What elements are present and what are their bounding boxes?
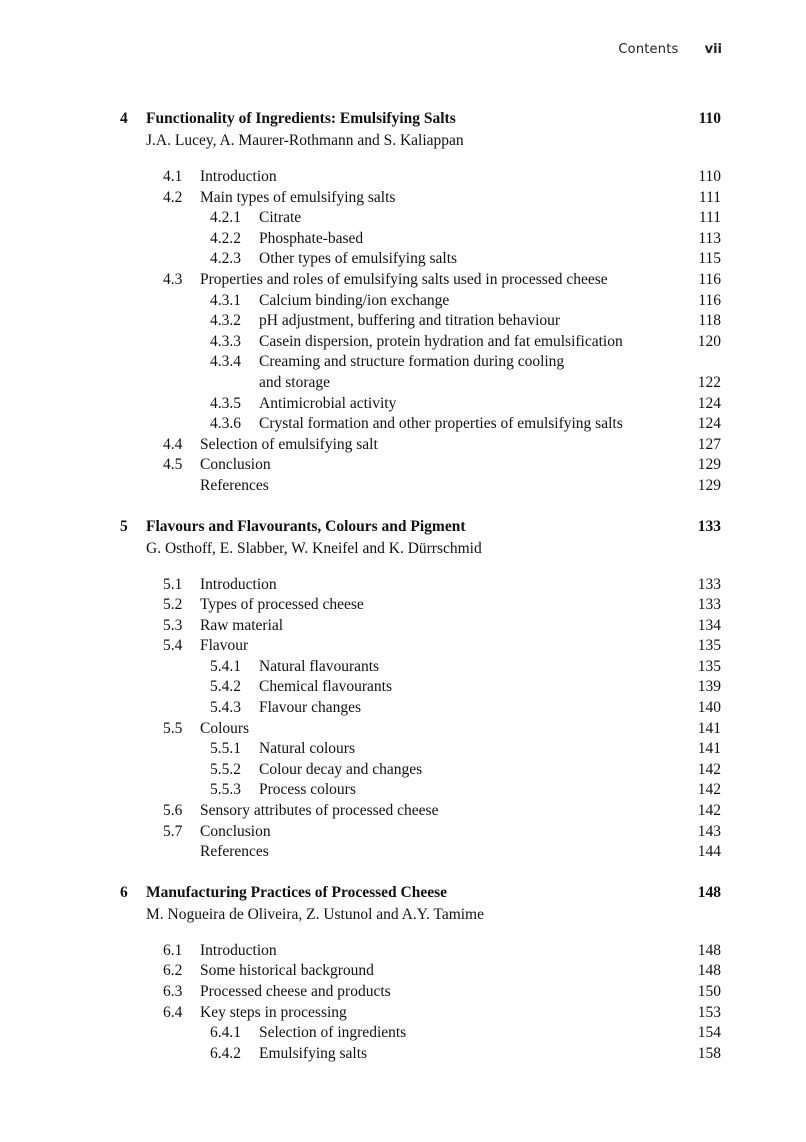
section-page-number: 143 — [697, 822, 721, 840]
chapter-heading[interactable] — [0, 882, 806, 904]
section-title: Some historical background — [200, 962, 374, 980]
section-page-number: 153 — [697, 1003, 721, 1021]
section-number: 4.2.1 — [210, 209, 241, 227]
section-page-number: 142 — [697, 781, 721, 799]
section-entry[interactable] — [0, 575, 806, 596]
section-title: Main types of emulsifying salts — [200, 188, 396, 206]
section-title: Processed cheese and products — [200, 983, 391, 1000]
subsection-entry[interactable] — [0, 311, 806, 332]
section-title: Natural flavourants — [259, 657, 380, 675]
section-title: Conclusion — [200, 822, 271, 840]
section-title: Selection of emulsifying salt — [200, 435, 378, 453]
section-number: 5.4.2 — [210, 678, 241, 696]
section-title: Calcium binding/ion exchange — [259, 291, 450, 309]
section-list — [0, 167, 806, 497]
section-number: 5.5 — [163, 719, 183, 737]
section-page-number: 133 — [697, 596, 721, 614]
subsection-entry[interactable] — [0, 657, 806, 678]
section-page-number: 111 — [698, 209, 721, 227]
section-page-number: 113 — [698, 229, 721, 247]
section-entry[interactable] — [0, 616, 806, 637]
chapter-block — [0, 108, 806, 497]
section-title: References — [200, 476, 269, 494]
section-page-number: 115 — [698, 250, 721, 268]
chapter-heading[interactable] — [0, 108, 806, 130]
subsection-entry[interactable] — [0, 698, 806, 719]
section-entry[interactable] — [0, 822, 806, 843]
section-number: 4.2.2 — [210, 229, 241, 247]
section-title: Introduction — [200, 575, 277, 593]
section-number: 4.2 — [163, 188, 183, 206]
section-page-number: 124 — [697, 415, 721, 433]
section-number: 5.4.1 — [210, 657, 241, 675]
section-entry[interactable] — [0, 435, 806, 456]
subsection-entry[interactable] — [0, 780, 806, 801]
section-number: 6.4.2 — [210, 1044, 241, 1062]
section-title: Flavour — [200, 637, 249, 655]
section-number: 6.4.1 — [210, 1024, 241, 1042]
section-title: Selection of ingredients — [259, 1024, 407, 1042]
chapter-number: 5 — [120, 517, 128, 535]
chapter-authors: J.A. Lucey, A. Maurer-Rothmann and S. Kaliappan — [146, 132, 464, 149]
subsection-entry[interactable] — [0, 229, 806, 250]
section-number: 5.5.2 — [210, 760, 241, 778]
section-page-number: 124 — [697, 394, 721, 412]
section-page-number: 150 — [697, 983, 721, 1000]
subsection-entry[interactable] — [0, 352, 806, 373]
chapter-title: Manufacturing Practices of Processed Cheese — [146, 883, 448, 901]
section-number: 5.2 — [163, 596, 183, 614]
section-number: 4.3.3 — [210, 332, 241, 350]
section-title: Crystal formation and other properties of emulsifying salts — [259, 415, 623, 433]
section-title: References — [200, 843, 269, 861]
subsection-entry[interactable] — [0, 291, 806, 312]
section-title: Flavour changes — [259, 699, 362, 717]
subsection-entry-continuation[interactable] — [0, 373, 806, 394]
section-entry[interactable] — [0, 188, 806, 209]
section-page-number: 148 — [697, 941, 721, 959]
section-number: 5.4 — [163, 637, 183, 655]
section-title: Other types of emulsifying salts — [259, 250, 458, 268]
section-page-number: 135 — [697, 657, 721, 675]
section-list — [0, 941, 806, 1065]
section-number: 6.1 — [163, 941, 183, 959]
subsection-entry[interactable] — [0, 208, 806, 229]
section-number: 5.3 — [163, 616, 183, 634]
section-number: 5.5.1 — [210, 740, 241, 758]
section-title: Raw material — [200, 616, 284, 634]
section-title: Phosphate-based — [259, 229, 364, 247]
chapter-authors: G. Osthoff, E. Slabber, W. Kneifel and K. Dürrschmid — [146, 539, 482, 557]
section-title: Properties and roles of emulsifying salts used in processed cheese — [200, 270, 608, 288]
chapter-block — [0, 882, 806, 1065]
section-page-number: 148 — [697, 962, 721, 980]
section-title: Antimicrobial activity — [259, 394, 397, 412]
subsection-entry[interactable] — [0, 677, 806, 698]
section-number: 4.3.1 — [210, 291, 241, 309]
section-page-number: 140 — [697, 699, 721, 717]
section-number: 4.3.2 — [210, 312, 241, 330]
subsection-entry[interactable] — [0, 414, 806, 435]
section-list — [0, 575, 806, 863]
section-entry[interactable] — [0, 842, 806, 863]
section-page-number: 111 — [698, 188, 721, 206]
section-page-number: 122 — [697, 373, 721, 391]
section-page-number: 116 — [698, 270, 721, 288]
section-title: Process colours — [259, 781, 356, 799]
subsection-entry[interactable] — [0, 1044, 806, 1065]
section-page-number: 142 — [697, 802, 721, 820]
section-number: 4.3 — [163, 270, 183, 288]
section-number: 5.1 — [163, 575, 183, 593]
section-entry[interactable] — [0, 1003, 806, 1024]
section-page-number: 134 — [697, 616, 721, 634]
running-head-title: Contents — [618, 42, 679, 57]
section-title: pH adjustment, buffering and titration behaviour — [259, 312, 561, 330]
section-title: Citrate — [259, 209, 302, 227]
table-of-contents — [0, 108, 806, 1083]
chapter-title: Functionality of Ingredients: Emulsifying Salts — [146, 110, 456, 127]
section-page-number: 129 — [697, 476, 721, 494]
section-title: Introduction — [200, 168, 277, 185]
section-title: Key steps in processing — [200, 1003, 347, 1021]
section-entry[interactable] — [0, 595, 806, 616]
section-title: Colours — [200, 719, 250, 737]
section-page-number: 110 — [698, 168, 721, 185]
section-title: Creaming and structure formation during cooling — [259, 353, 565, 371]
section-title: Casein dispersion, protein hydration and fat emulsification — [259, 332, 623, 350]
section-number: 4.3.5 — [210, 394, 241, 412]
section-page-number: 116 — [698, 291, 721, 309]
subsection-entry[interactable] — [0, 1023, 806, 1044]
section-page-number: 154 — [697, 1024, 721, 1042]
section-page-number: 141 — [697, 740, 721, 758]
section-page-number: 142 — [697, 760, 721, 778]
chapter-authors: M. Nogueira de Oliveira, Z. Ustunol and A.Y. Tamime — [146, 905, 484, 923]
section-number: 6.2 — [163, 962, 183, 980]
section-number: 6.4 — [163, 1003, 183, 1021]
section-number: 6.3 — [163, 983, 183, 1000]
section-entry[interactable] — [0, 636, 806, 657]
section-title: Conclusion — [200, 456, 271, 474]
chapter-block — [0, 516, 806, 863]
chapter-page-number: 148 — [697, 883, 721, 901]
section-number: 5.7 — [163, 822, 183, 840]
chapter-page-number: 133 — [697, 517, 721, 535]
section-entry[interactable] — [0, 455, 806, 476]
section-entry[interactable] — [0, 941, 806, 962]
section-page-number: 144 — [697, 843, 721, 861]
section-page-number: 127 — [697, 435, 721, 453]
subsection-entry[interactable] — [0, 760, 806, 781]
section-page-number: 129 — [697, 456, 721, 474]
section-title: Introduction — [200, 941, 277, 959]
chapter-number: 6 — [120, 883, 128, 901]
section-title: Emulsifying salts — [259, 1044, 368, 1062]
section-page-number: 141 — [697, 719, 721, 737]
section-number: 4.3.6 — [210, 415, 241, 433]
section-number: 5.6 — [163, 802, 183, 820]
section-title: Types of processed cheese — [200, 596, 364, 614]
section-entry[interactable] — [0, 476, 806, 497]
chapter-page-number: 110 — [698, 110, 721, 127]
subsection-entry[interactable] — [0, 739, 806, 760]
section-page-number: 133 — [697, 575, 721, 593]
chapter-title: Flavours and Flavourants, Colours and Pigment — [146, 517, 466, 535]
subsection-entry[interactable] — [0, 394, 806, 415]
section-title: and storage — [259, 373, 331, 391]
section-title: Chemical flavourants — [259, 678, 392, 696]
chapter-heading[interactable] — [0, 516, 806, 538]
running-head-page-number: vii — [704, 42, 722, 57]
section-page-number: 135 — [697, 637, 721, 655]
section-number: 5.5.3 — [210, 781, 241, 799]
section-page-number: 118 — [698, 312, 721, 330]
section-number: 4.1 — [163, 168, 183, 185]
section-entry[interactable] — [0, 961, 806, 982]
section-entry[interactable] — [0, 719, 806, 740]
section-page-number: 158 — [697, 1044, 721, 1062]
section-title: Natural colours — [259, 740, 355, 758]
section-title: Colour decay and changes — [259, 760, 423, 778]
running-head — [618, 42, 722, 57]
subsection-entry[interactable] — [0, 332, 806, 353]
section-number: 5.4.3 — [210, 699, 241, 717]
section-number: 4.4 — [163, 435, 183, 453]
section-number: 4.3.4 — [210, 353, 241, 371]
section-number: 4.5 — [163, 456, 183, 474]
section-entry[interactable] — [0, 167, 806, 188]
section-page-number: 139 — [697, 678, 721, 696]
subsection-entry[interactable] — [0, 249, 806, 270]
section-number: 4.2.3 — [210, 250, 241, 268]
section-title: Sensory attributes of processed cheese — [200, 802, 439, 820]
section-entry[interactable] — [0, 801, 806, 822]
chapter-number: 4 — [120, 110, 128, 127]
section-entry[interactable] — [0, 982, 806, 1003]
section-entry[interactable] — [0, 270, 806, 291]
section-page-number: 120 — [697, 332, 721, 350]
